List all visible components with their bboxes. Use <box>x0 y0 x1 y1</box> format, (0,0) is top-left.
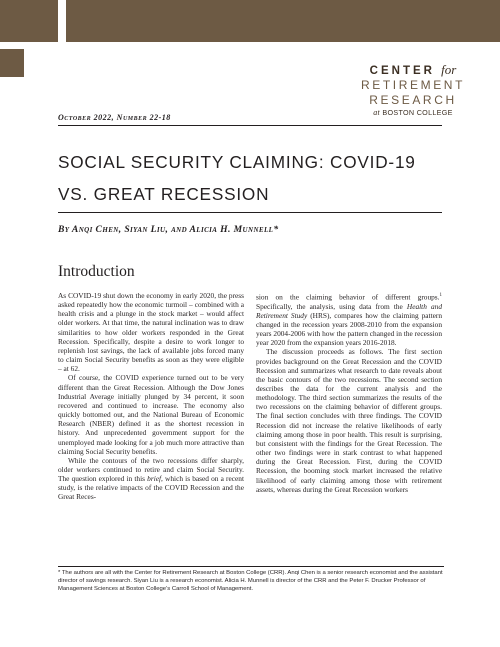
logo-retirement: RETIREMENT <box>361 78 465 92</box>
header-band-left <box>0 0 58 42</box>
title-rule <box>58 212 442 213</box>
title-line-2: VS. GREAT RECESSION <box>58 184 270 204</box>
logo-at: at <box>373 108 381 117</box>
paragraph: Of course, the COVID experience turned out to be very different than the Great Recession. Although the Dow Jones Industrial Average initially plunged by 34 percent, it soon recovered and continued to increase. The economy also quickly bottomed out, and the National Bureau of Economic Research (NBER) defined it as the shortest recession in history. And unprecedented government support for the unemployed made looking for a job much more attractive than claiming Social Security benefits. <box>58 373 244 456</box>
issue-line: October 2022, Number 22-18 <box>58 113 171 122</box>
issue-rule <box>58 125 442 126</box>
footnote-rule <box>58 566 444 567</box>
header-band-accent <box>0 49 24 77</box>
body-column-right <box>256 291 442 494</box>
footnote-ref: 1 <box>439 293 442 298</box>
paragraph: sion on the claiming behavior of different groups.$^1$ Specifically, the analysis, using data from the Health and Retirement Study (HRS), compares how the claiming pattern changed in the recession years 2008-2010 from the expansion years 2004-2006 with how the pattern changed in the recession year 2020 from the expansion years 2016-2018. <box>256 292 442 348</box>
paragraph: As COVID-19 shut down the economy in early 2020, the press asked repeatedly how the economic turmoil – combined with a health crisis and a plunge in the stock market – would affect older workers. At that time, the natural inclination was to draw similarities to how older workers responded in the Great Recession. Specifically, despite a desire to work longer to replenish lost savings, the lack of available jobs forced many to claim Social Security benefits as soon as they were eligible – at 62. <box>58 291 244 374</box>
page-title <box>58 146 458 210</box>
authors-line: By Anqi Chen, Siyan Liu, and Alicia H. Munnell* <box>58 224 279 235</box>
crr-logo <box>338 62 488 117</box>
paragraph: The discussion proceeds as follows. The first section provides background on the Great Recession and the COVID Recession and summarizes what research to date reveals about the basic contours of the two recessions. The second section describes the data for the current analysis and the methodology. The third section summarizes the results of the two recessions on the claiming behavior of different groups. The final section concludes with three findings. The COVID Recession did not increase the relative likelihoods of early claiming among those in poor health. This result is surprising, but consistent with the findings for the Great Recession. The other two findings were in stark contrast to what happened during the Great Recession. First, during the COVID Recession, the booming stock market increased the relative likelihood of early claiming among those with retirement assets, whereas during the Great Recession workers <box>256 347 442 494</box>
author-footnote: * The authors are all with the Center for Retirement Research at Boston College (CRR). Anqi Chen is a senior research economist and the assistant director of savings research. Siyan Liu is a research economist. Alicia H. Munnell is director of the CRR and the Peter F. Drucker Professor of Management Sciences at Boston College’s Carroll School of Management. <box>58 570 443 593</box>
title-line-1: SOCIAL SECURITY CLAIMING: COVID-19 <box>58 152 416 172</box>
logo-for: for <box>441 62 457 77</box>
body-column-left <box>58 291 244 502</box>
header-band <box>66 0 500 42</box>
logo-center: CENTER <box>369 65 435 77</box>
logo-bc: BOSTON COLLEGE <box>382 108 453 117</box>
paragraph: While the contours of the two recessions differ sharply, older workers continued to retire and claim Social Security. The question explored in this brief, which is based on a recent study, is the relative impacts of the COVID Recession and the Great Reces- <box>58 455 244 502</box>
logo-research: RESEARCH <box>369 93 457 107</box>
section-heading: Introduction <box>58 263 135 280</box>
